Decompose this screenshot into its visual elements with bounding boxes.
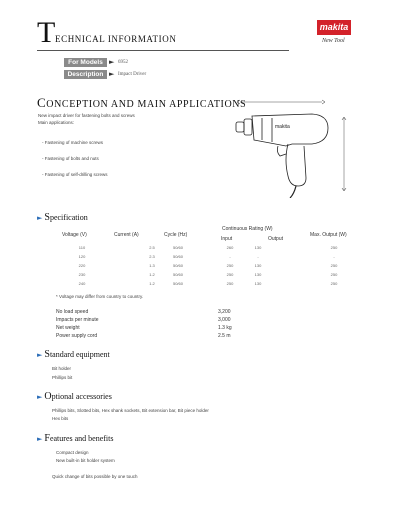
concept-line: - Fastening of machine screws (42, 140, 104, 145)
cell-input: 250 (226, 281, 234, 286)
svg-text:makita: makita (275, 124, 290, 130)
cell-output: 130 (254, 272, 262, 277)
spec-item-label: Impacts per minute (56, 317, 99, 323)
spec-item-label: Power supply cord (56, 333, 98, 339)
column-header: Current (A) (114, 232, 139, 238)
arrow-icon: ► (109, 58, 115, 66)
heading-initial: C (37, 95, 47, 110)
cell-max-output: 250 (330, 245, 338, 250)
description-label: Description (64, 70, 107, 79)
cell-cycle: 50/60 (172, 272, 183, 277)
cell-cycle: 50/60 (172, 245, 183, 250)
spec-item-label: No load speed (56, 309, 89, 315)
triangle-bullet-icon: ► (37, 351, 43, 359)
arrow-icon: ► (109, 70, 115, 78)
standard-item: Phillips bit (52, 375, 73, 380)
heading-rest: eatures and benefits (49, 434, 114, 443)
subcolumn-header: Input (221, 236, 233, 242)
cell-input: 250 (226, 263, 234, 268)
column-header: Max. Output (W) (310, 232, 347, 238)
feature-item: Compact design (56, 450, 89, 455)
spec-item-value: 3,200 (218, 309, 231, 315)
subcolumn-header: Output (268, 236, 284, 242)
feature-item: Quick change of bits possible by one touch (52, 474, 138, 479)
conception-heading (37, 95, 246, 111)
spec-item-value: 3,000 (218, 317, 231, 323)
cell-input: - (229, 254, 231, 259)
for-models-value: 6952 (118, 60, 128, 65)
cell-cycle: 50/60 (172, 263, 183, 268)
heading-initial: S (44, 349, 50, 360)
cell-voltage: 120 (78, 254, 86, 259)
cell-current: 1.3 (149, 263, 155, 268)
column-header: Voltage (V) (62, 232, 87, 238)
cell-max-output: 250 (330, 263, 338, 268)
feature-item: New built-in bit holder system (56, 458, 115, 463)
heading-initial: O (44, 391, 52, 402)
cell-cycle: 50/60 (172, 281, 183, 286)
specification-heading (37, 212, 88, 223)
title-divider (37, 50, 289, 51)
cell-output: - (257, 254, 259, 259)
cell-current: 2.5 (149, 245, 155, 250)
cell-current: 1.2 (149, 281, 155, 286)
impact-driver-illustration (232, 98, 352, 198)
cell-max-output: - (333, 254, 335, 259)
heading-rest: tandard equipment (49, 350, 110, 359)
heading-rest: ptional accessories (51, 392, 112, 401)
cell-max-output: 250 (330, 281, 338, 286)
heading-initial: F (44, 433, 50, 444)
optional-accessories-heading (37, 391, 112, 402)
cell-input: 250 (226, 272, 234, 277)
cell-voltage: 220 (78, 263, 86, 268)
triangle-bullet-icon: ► (37, 214, 43, 222)
optional-item: Phillips bits, Slotted bits, Hex shank sockets, Bit extension bar, Bit piece holder (52, 408, 209, 413)
cell-cycle: 50/60 (172, 254, 183, 259)
triangle-bullet-icon: ► (37, 393, 43, 401)
title-initial: T (37, 16, 56, 49)
cell-output: 130 (254, 263, 262, 268)
cell-voltage: 240 (78, 281, 86, 286)
cell-current: 1.2 (149, 272, 155, 277)
cell-current: 2.3 (149, 254, 155, 259)
cell-output: 130 (254, 245, 262, 250)
heading-initial: S (44, 212, 50, 223)
standard-item: Bit holder (52, 366, 72, 371)
makita-logo: makita (317, 20, 351, 35)
optional-item: Hex bits (52, 416, 69, 421)
concept-line: - Fastening of self-drilling screws (42, 172, 108, 177)
cell-input: 260 (226, 245, 234, 250)
cell-voltage: 110 (78, 245, 86, 250)
description-value: Impact Driver (118, 72, 147, 77)
page-title: ECHNICAL INFORMATION (55, 34, 177, 44)
features-heading (37, 433, 113, 444)
spec-item-value: 1.3 kg (218, 325, 232, 331)
cell-max-output: 250 (330, 272, 338, 277)
for-models-label: For Models (64, 58, 107, 67)
spec-item-value: 2.5 m (218, 333, 231, 339)
concept-line: Main applications: (38, 120, 75, 125)
column-header: Continuous Rating (W) (222, 226, 273, 232)
cell-voltage: 230 (78, 272, 86, 277)
triangle-bullet-icon: ► (37, 435, 43, 443)
spec-note: * Voltage may differ from country to country. (56, 294, 144, 299)
logo-subtitle: New Tool (322, 38, 345, 44)
standard-equipment-heading (37, 349, 110, 360)
concept-line: New impact driver for fastening bolts and screws (38, 113, 135, 118)
heading-rest: ONCEPTION AND MAIN APPLICATIONS (46, 99, 247, 110)
concept-line: - Fastening of bolts and nuts (42, 156, 99, 161)
heading-rest: pecification (49, 213, 88, 222)
column-header: Cycle (Hz) (164, 232, 188, 238)
spec-item-label: Net weight (56, 325, 80, 331)
cell-output: 130 (254, 281, 262, 286)
